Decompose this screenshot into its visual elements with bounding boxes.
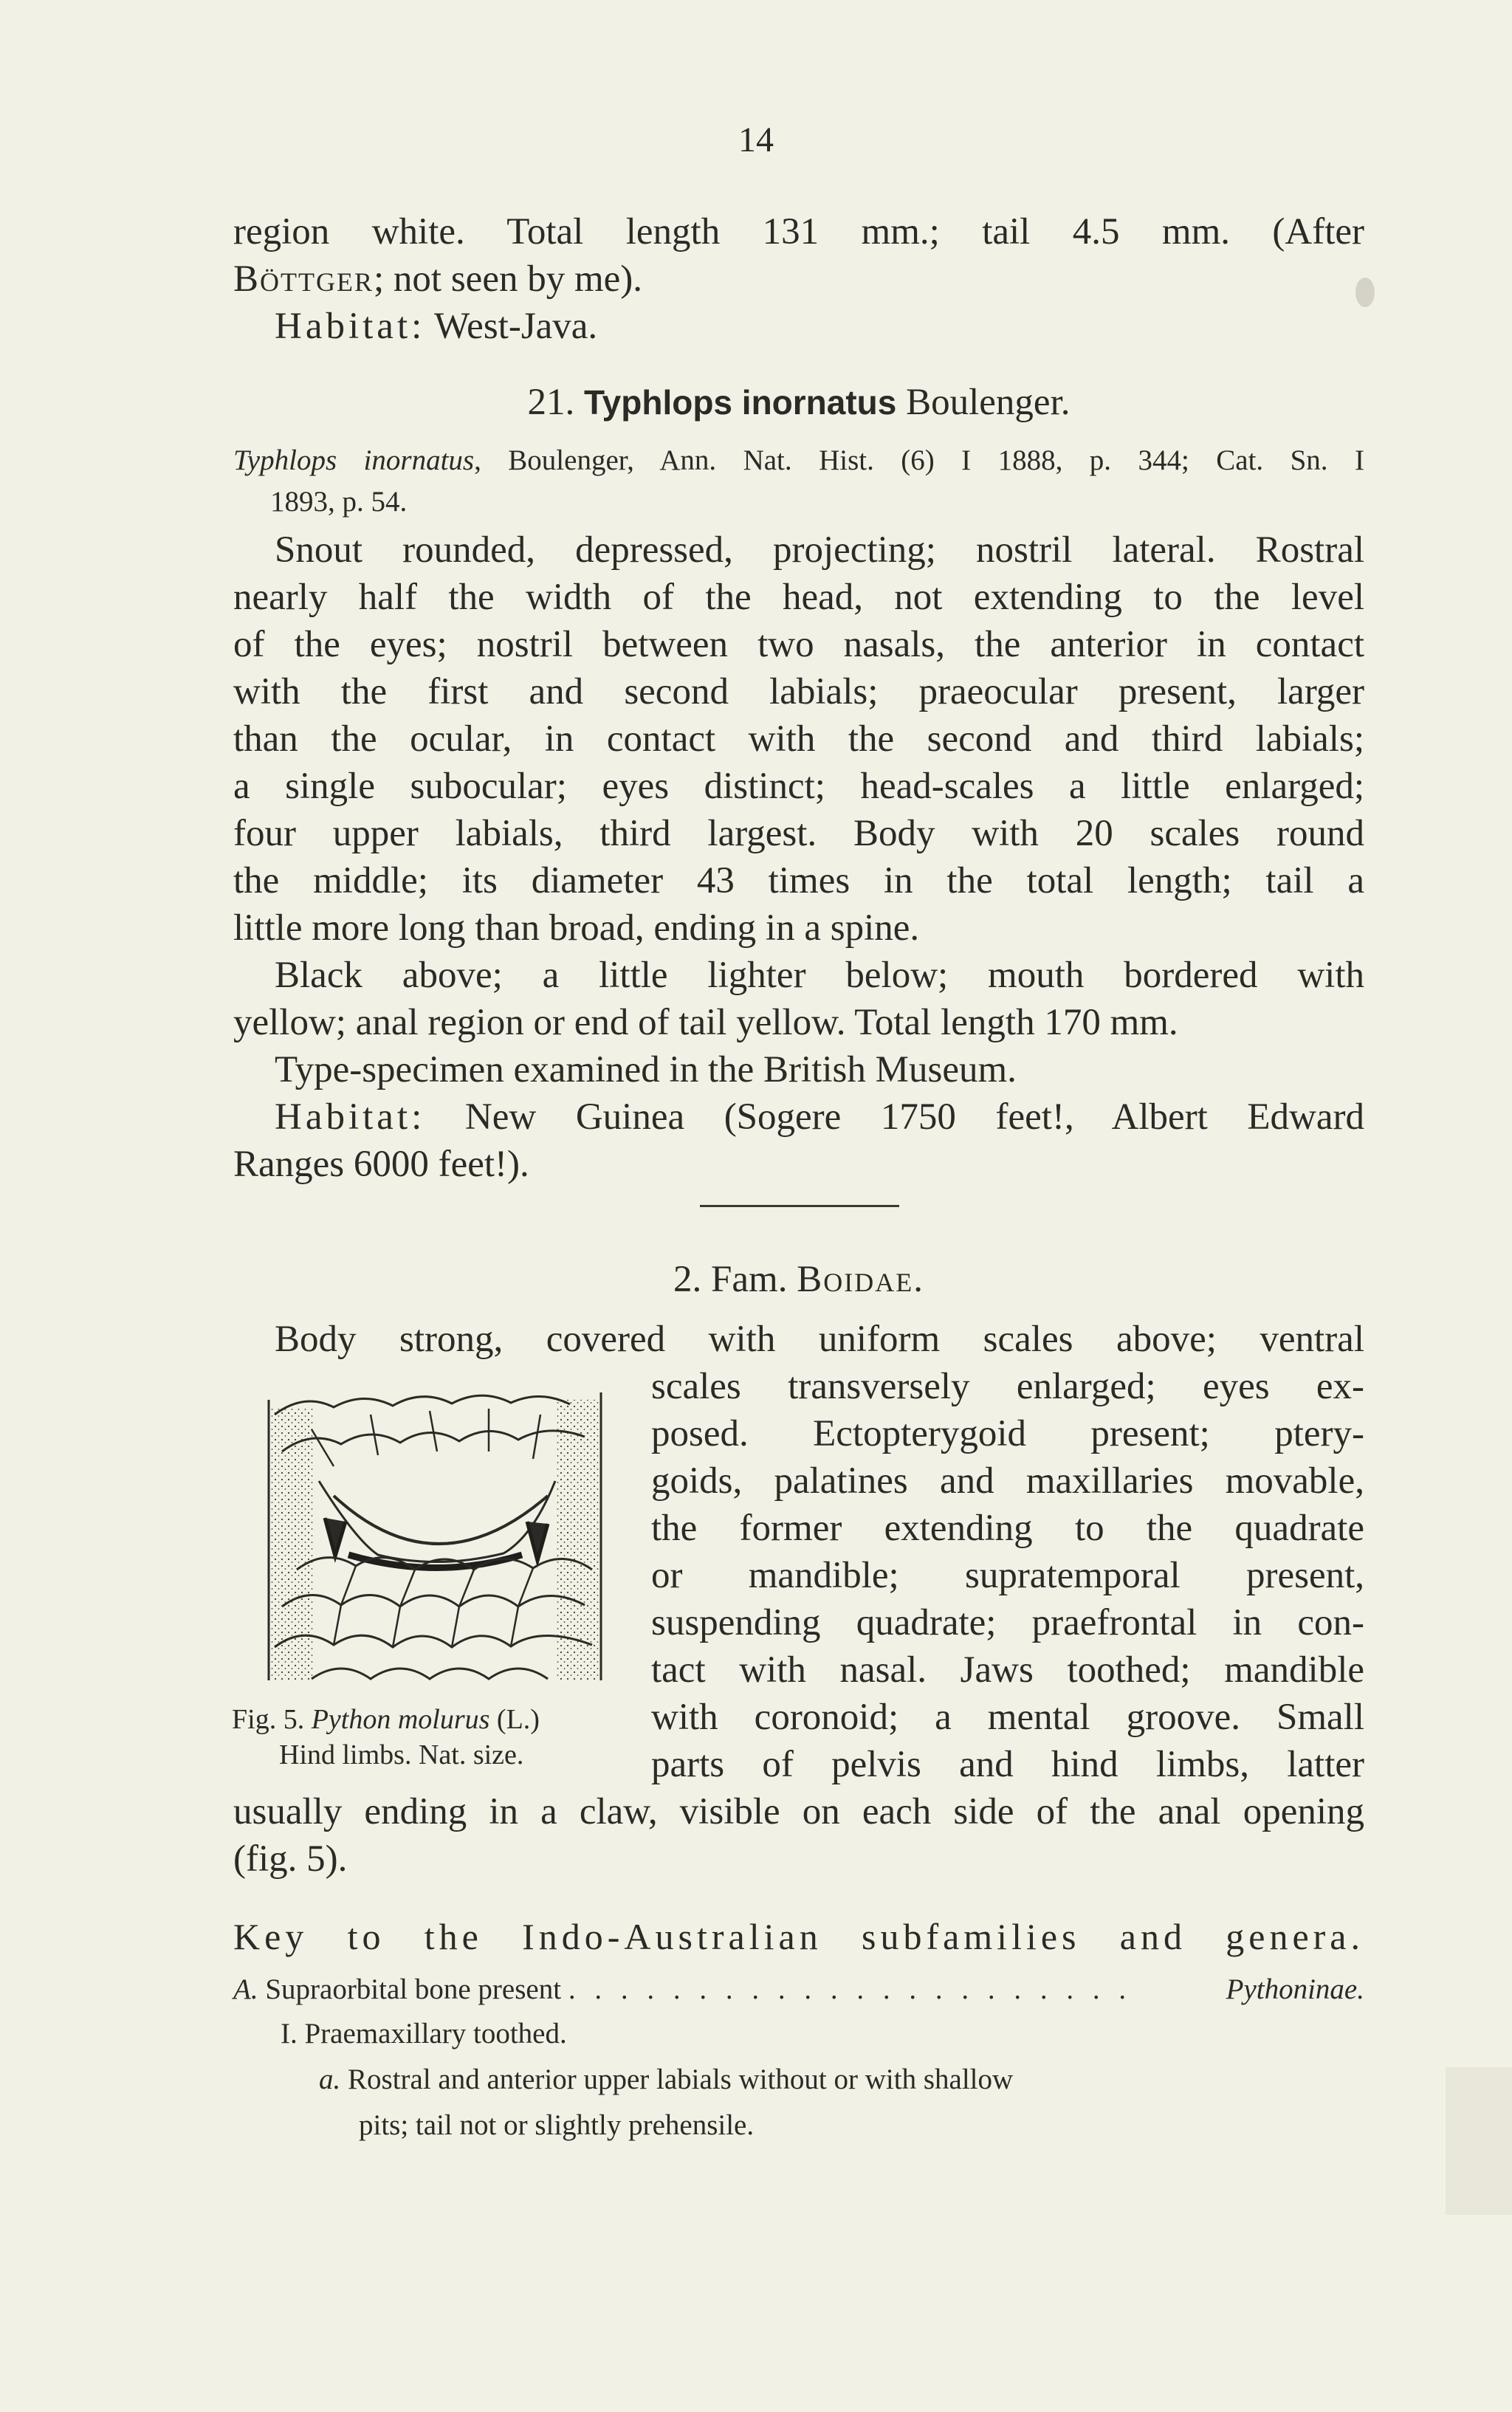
species-number: 21.: [527, 382, 575, 423]
species-heading: [233, 381, 1364, 424]
habitat-value: West-Java.: [434, 306, 598, 347]
text-line: parts of pelvis and hind limbs, latter: [651, 1744, 1364, 1785]
text-line: than the ocular, in contact with the second and third labials;: [233, 718, 1364, 760]
author-name: Böttger: [233, 258, 374, 300]
text-line: goids, palatines and maxillaries movable,: [651, 1460, 1364, 1502]
synonymy: [233, 440, 1364, 523]
habitat-label: Habitat:: [275, 306, 426, 347]
page-number: 14: [738, 120, 774, 159]
text-line: tact with nasal. Jaws toothed; mandible: [651, 1649, 1364, 1691]
text-line: suspending quadrate; praefrontal in con-: [651, 1602, 1364, 1643]
stipple-right: [557, 1400, 599, 1680]
key-label: I.: [281, 2018, 298, 2049]
caption-author: (L.): [496, 1704, 540, 1735]
text-line: region white. Total length 131 mm.; tail 4.5 mm. (After: [233, 211, 1364, 252]
key-leader: . . . . . . . . . . . . . . . . . . . . . .: [568, 1973, 1133, 2005]
key-entry-a2: [319, 2061, 1013, 2098]
text-line: posed. Ectopterygoid present; ptery-: [651, 1413, 1364, 1454]
habitat-label: Habitat:: [275, 1096, 426, 1138]
synonymy-taxon: Typhlops inornatus: [233, 444, 475, 476]
species-description: [233, 526, 1364, 1188]
key-text: Praemaxillary toothed.: [304, 2018, 567, 2049]
caption-prefix: Fig. 5.: [232, 1704, 305, 1735]
text-line: Body strong, covered with uniform scales above; ventral: [275, 1319, 1364, 1360]
key-text: Rostral and anterior upper labials without or with shallow: [348, 2064, 1014, 2095]
paper-shade: [1446, 2067, 1512, 2215]
text-line: or mandible; supratemporal present,: [651, 1555, 1364, 1596]
section-divider: [700, 1205, 899, 1207]
key-entry-a: [233, 1971, 1364, 2008]
stipple-left: [270, 1407, 315, 1680]
synonymy-line: 1893, p. 54.: [270, 486, 408, 518]
text-line: four upper labials, third largest. Body with 20 scales round: [233, 813, 1364, 854]
text-line: Ranges 6000 feet!).: [233, 1144, 529, 1185]
family-tail-text: [233, 1788, 1364, 1883]
text-line: scales transversely enlarged; eyes ex-: [651, 1366, 1364, 1407]
text-line: yellow; anal region or end of tail yellow. Total length 170 mm.: [233, 1002, 1178, 1043]
text-line: with coronoid; a mental groove. Small: [651, 1697, 1364, 1738]
text-line: the former extending to the quadrate: [651, 1508, 1364, 1549]
text-line: (fig. 5).: [233, 1838, 348, 1880]
text-line: Type-specimen examined in the British Museum.: [275, 1049, 1017, 1090]
caption-line: [232, 1702, 645, 1737]
habitat-line: [233, 1093, 1364, 1141]
text-line: usually ending in a claw, visible on each side of the anal opening: [233, 1791, 1364, 1832]
text-line: the middle; its diameter 43 times in the total length; tail a: [233, 860, 1364, 901]
key-entry-a2-cont: pits; tail not or slightly prehensile.: [359, 2109, 755, 2141]
text-line: nearly half the width of the head, not extending to the level: [233, 577, 1364, 618]
key-text: Supraorbital bone present: [265, 1973, 562, 2005]
top-paragraph: [233, 208, 1364, 350]
key-label: a.: [319, 2064, 341, 2095]
text-line: a single subocular; eyes distinct; head-scales a little enlarged;: [233, 766, 1364, 807]
key-label: A.: [233, 1973, 258, 2005]
family-wrapped-text: [651, 1363, 1364, 1788]
text-line: Snout rounded, depressed, projecting; nostril lateral. Rostral: [275, 529, 1364, 571]
key-result: Pythoninae.: [1226, 1973, 1364, 2005]
figure-caption: [232, 1702, 645, 1773]
text-line: with the first and second labials; praeocular present, larger: [233, 671, 1364, 712]
habitat-value: New Guinea (Sogere 1750 feet!, Albert Edward: [464, 1096, 1364, 1138]
synonymy-ref: , Boulenger, Ann. Nat. Hist. (6) I 1888, p. 344; Cat. Sn. I: [474, 444, 1364, 476]
text-line: Black above; a little lighter below; mouth bordered with: [275, 955, 1364, 996]
key-heading: Key to the Indo-Australian subfamilies and genera.: [233, 1916, 1364, 1957]
text-line: [233, 255, 1364, 303]
family-heading: [233, 1258, 1364, 1301]
scale-illustration: [267, 1385, 602, 1688]
family-first-line: [233, 1316, 1364, 1363]
habitat-line: [233, 303, 1364, 350]
family-name: Boidae.: [797, 1259, 924, 1300]
synonymy-line: [233, 440, 1364, 481]
text-span: ; not seen by me).: [374, 258, 642, 300]
caption-species: Python molurus: [311, 1704, 490, 1735]
species-name: Typhlops inornatus: [583, 383, 897, 422]
text-line: little more long than broad, ending in a spine.: [233, 907, 920, 949]
text-line: of the eyes; nostril between two nasals, the anterior in contact: [233, 624, 1364, 665]
key-entry-i: [281, 2016, 567, 2052]
species-author: Boulenger.: [906, 382, 1071, 423]
family-number: 2. Fam.: [673, 1259, 788, 1300]
python-hind-limbs-figure: [267, 1385, 602, 1688]
caption-line: Hind limbs. Nat. size.: [279, 1739, 524, 1770]
